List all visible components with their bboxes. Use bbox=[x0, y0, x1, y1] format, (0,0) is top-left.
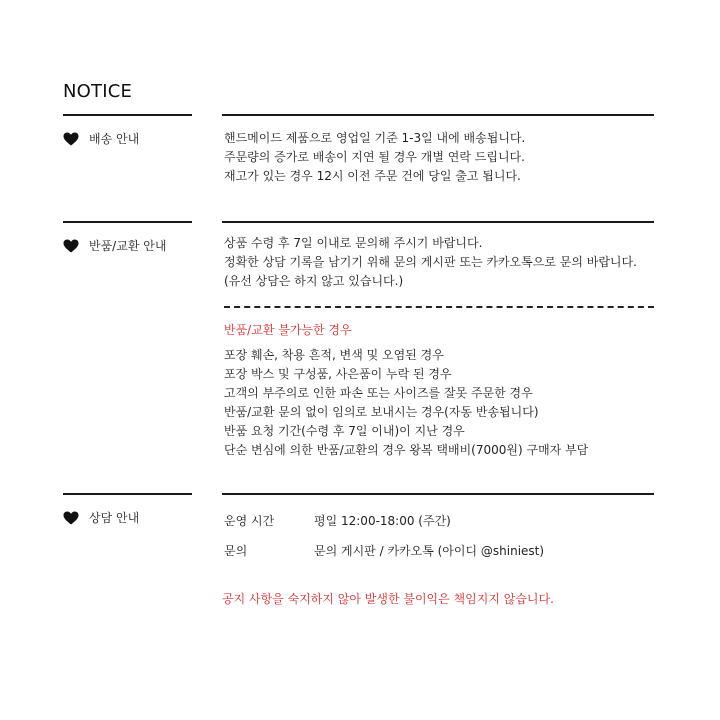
inquiry-value: 문의 게시판 / 카카오톡 (아이디 @shiniest) bbox=[314, 544, 545, 558]
info-line: 재고가 있는 경우 12시 이전 주문 건에 당일 출고 됩니다. bbox=[224, 169, 521, 183]
info-line: 주문량의 증가로 배송이 지연 될 경우 개별 연락 드립니다. bbox=[224, 150, 525, 164]
list-item: 포장 박스 및 구성품, 사은품이 누락 된 경우 bbox=[224, 367, 452, 381]
page-title: NOTICE bbox=[63, 81, 133, 102]
info-line: 핸드메이드 제품으로 영업일 기준 1-3일 내에 배송됩니다. bbox=[224, 131, 526, 145]
list-item: 반품/교환 문의 없이 임의로 보내시는 경우(자동 반송됩니다) bbox=[224, 405, 539, 419]
section-divider-right bbox=[222, 221, 654, 223]
list-item: 고객의 부주의로 인한 파손 또는 사이즈를 잘못 주문한 경우 bbox=[224, 386, 533, 400]
section-divider-right bbox=[222, 493, 654, 495]
section-divider-right bbox=[222, 114, 654, 116]
section-label-text: 배송 안내 bbox=[89, 132, 140, 146]
disclaimer: 공지 사항을 숙지하지 않아 발생한 불이익은 책임지지 않습니다. bbox=[222, 592, 554, 606]
hours-row bbox=[224, 512, 451, 529]
list-item: 반품 요청 기간(수령 후 7일 이내)이 지난 경우 bbox=[224, 424, 465, 438]
list-item: 포장 훼손, 착용 흔적, 변색 및 오염된 경우 bbox=[224, 348, 444, 362]
heart-icon bbox=[63, 511, 79, 525]
returns-section-label bbox=[63, 237, 166, 254]
info-line: 정확한 상담 기록을 남기기 위해 문의 게시판 또는 카카오톡으로 문의 바랍니다. bbox=[224, 255, 637, 269]
inquiry-row bbox=[224, 542, 544, 559]
shipping-info bbox=[224, 129, 525, 186]
section-divider-left bbox=[63, 114, 192, 116]
inquiry-label: 문의 bbox=[224, 544, 248, 558]
hours-value: 평일 12:00-18:00 (주간) bbox=[314, 514, 451, 528]
dashed-divider bbox=[224, 306, 654, 308]
section-divider-left bbox=[63, 221, 192, 223]
section-label-text: 반품/교환 안내 bbox=[89, 239, 167, 253]
info-line: (유선 상담은 하지 않고 있습니다.) bbox=[224, 274, 404, 288]
hours-label: 운영 시간 bbox=[224, 514, 275, 528]
consult-section-label bbox=[63, 509, 139, 526]
heart-icon bbox=[63, 239, 79, 253]
section-divider-left bbox=[63, 493, 192, 495]
section-label-text: 상담 안내 bbox=[89, 511, 140, 525]
not-allowed-list bbox=[224, 346, 588, 460]
shipping-section-label bbox=[63, 130, 139, 147]
heart-icon bbox=[63, 132, 79, 146]
returns-info bbox=[224, 234, 637, 291]
not-allowed-title: 반품/교환 불가능한 경우 bbox=[224, 323, 352, 337]
list-item: 단순 변심에 의한 반품/교환의 경우 왕복 택배비(7000원) 구매자 부담 bbox=[224, 443, 589, 457]
info-line: 상품 수령 후 7일 이내로 문의해 주시기 바랍니다. bbox=[224, 236, 483, 250]
